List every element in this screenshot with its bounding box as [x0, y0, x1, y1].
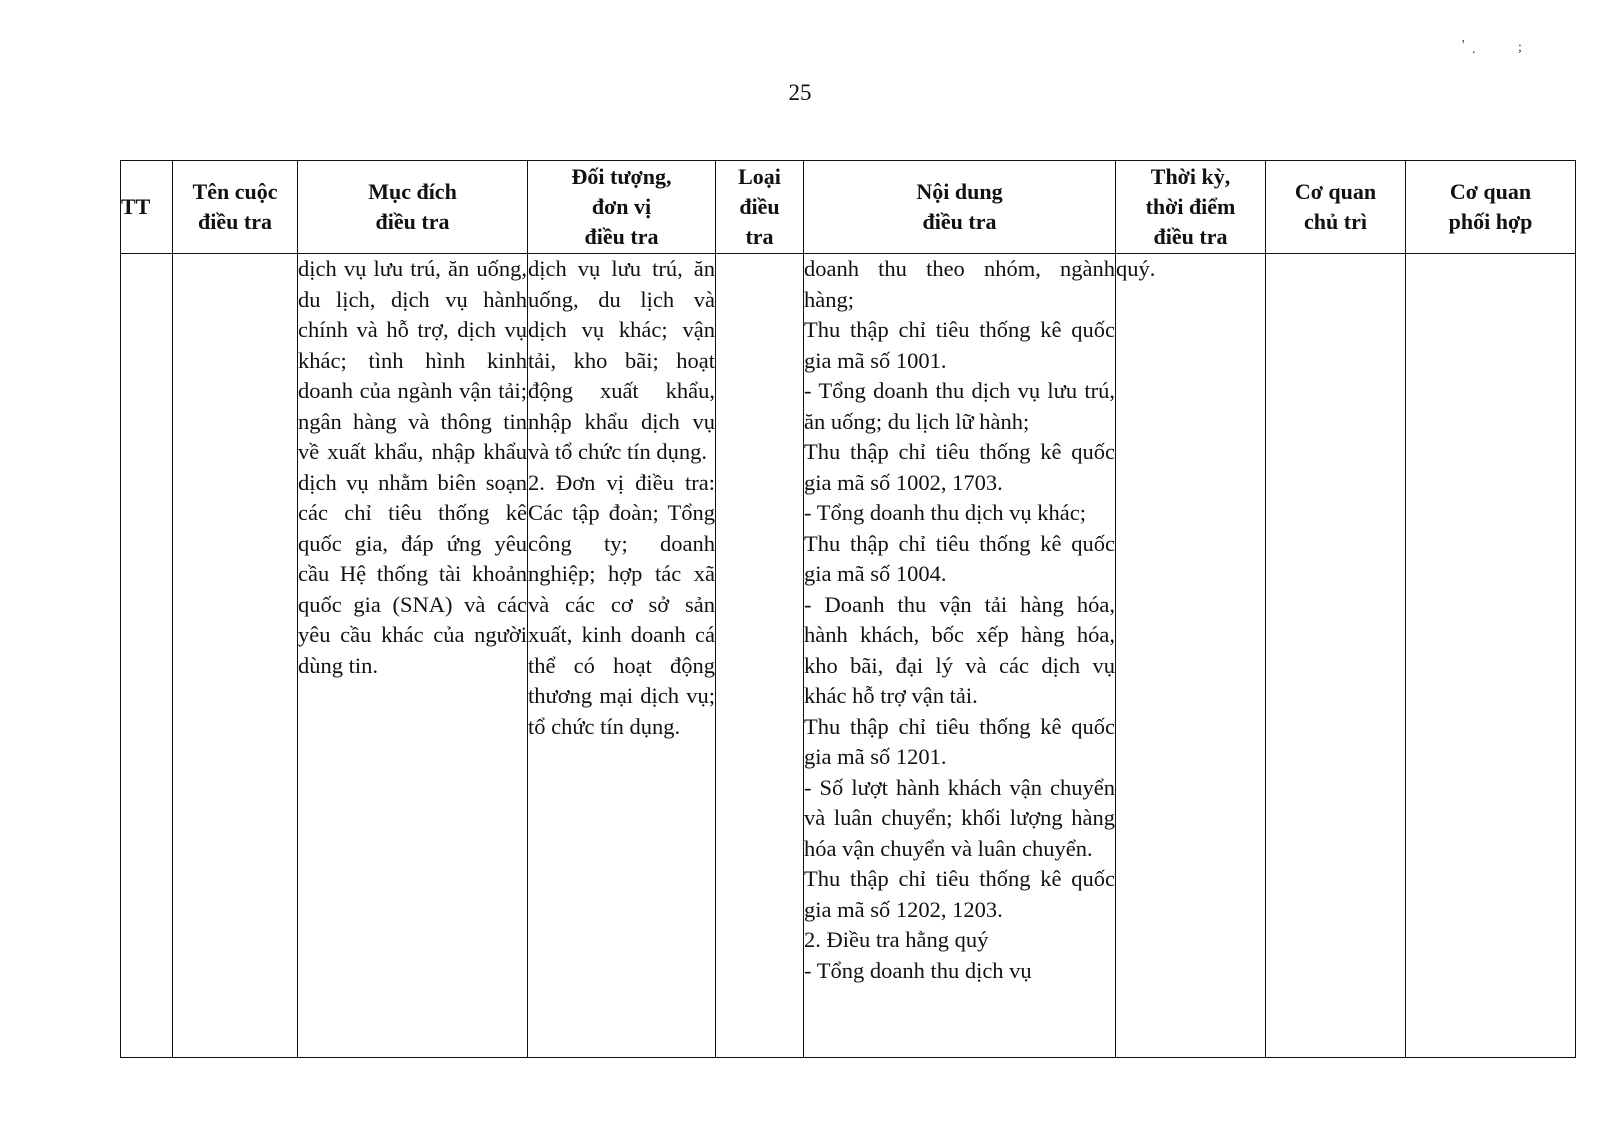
header-survey-period: Thời kỳ, thời điểm điều tra: [1116, 161, 1266, 254]
table-header-row: [121, 161, 1576, 254]
scan-speck: ;: [1518, 40, 1522, 55]
cell-survey-name: [173, 254, 298, 1058]
header-survey-subject: Đối tượng, đơn vị điều tra: [528, 161, 716, 254]
cell-survey-purpose: dịch vụ lưu trú, ăn uống, du lịch, dịch vụ hành chính và hỗ trợ, dịch vụ khác; tình hình kinh doanh của ngành vận tải; ngân hàng và thông tin về xuất khẩu, nhập khẩu dịch vụ nhằm biên soạn các chỉ tiêu thống kê quốc gia, đáp ứng yêu cầu Hệ thống tài khoản quốc gia (SNA) và các yêu cầu khác của người dùng tin.: [298, 254, 528, 1058]
cell-lead-agency: [1266, 254, 1406, 1058]
table-row: [121, 254, 1576, 1058]
cell-survey-type: [716, 254, 804, 1058]
header-survey-content: Nội dung điều tra: [804, 161, 1116, 254]
header-lead-agency: Cơ quan chủ trì: [1266, 161, 1406, 254]
cell-coop-agency: [1406, 254, 1576, 1058]
header-survey-purpose: Mục đích điều tra: [298, 161, 528, 254]
header-coop-agency: Cơ quan phối hợp: [1406, 161, 1576, 254]
page-number: 25: [788, 80, 812, 105]
scan-speck: ': [1462, 38, 1465, 53]
cell-survey-content: doanh thu theo nhóm, ngành hàng; Thu thập chỉ tiêu thống kê quốc gia mã số 1001. - Tổng doanh thu dịch vụ lưu trú, ăn uống; du lịch lữ hành; Thu thập chỉ tiêu thống kê quốc gia mã số 1002, 1703. - Tổng doanh thu dịch vụ khác; Thu thập chỉ tiêu thống kê quốc gia mã số 1004. - Doanh thu vận tải hàng hóa, hành khách, bốc xếp hàng hóa, kho bãi, đại lý và các dịch vụ khác hỗ trợ vận tải. Thu thập chỉ tiêu thống kê quốc gia mã số 1201. - Số lượt hành khách vận chuyển và luân chuyển; khối lượng hàng hóa vận chuyển và luân chuyển. Thu thập chỉ tiêu thống kê quốc gia mã số 1202, 1203. 2. Điều tra hằng quý - Tổng doanh thu dịch vụ: [804, 254, 1116, 1058]
header-survey-type: Loại điều tra: [716, 161, 804, 254]
cell-survey-subject: dịch vụ lưu trú, ăn uống, du lịch và dịch vụ khác; vận tải, kho bãi; hoạt động xuất khẩu, nhập khẩu dịch vụ và tổ chức tín dụng. 2. Đơn vị điều tra: Các tập đoàn; Tổng công ty; doanh nghiệp; hợp tác xã và các cơ sở sản xuất, kinh doanh cá thể có hoạt động thương mại dịch vụ; tổ chức tín dụng.: [528, 254, 716, 1058]
cell-survey-period: quý.: [1116, 254, 1266, 1058]
survey-table: [120, 160, 1576, 1058]
cell-tt: [121, 254, 173, 1058]
header-tt: TT: [121, 161, 173, 254]
header-survey-name: Tên cuộc điều tra: [173, 161, 298, 254]
scan-speck: .: [1472, 42, 1476, 57]
